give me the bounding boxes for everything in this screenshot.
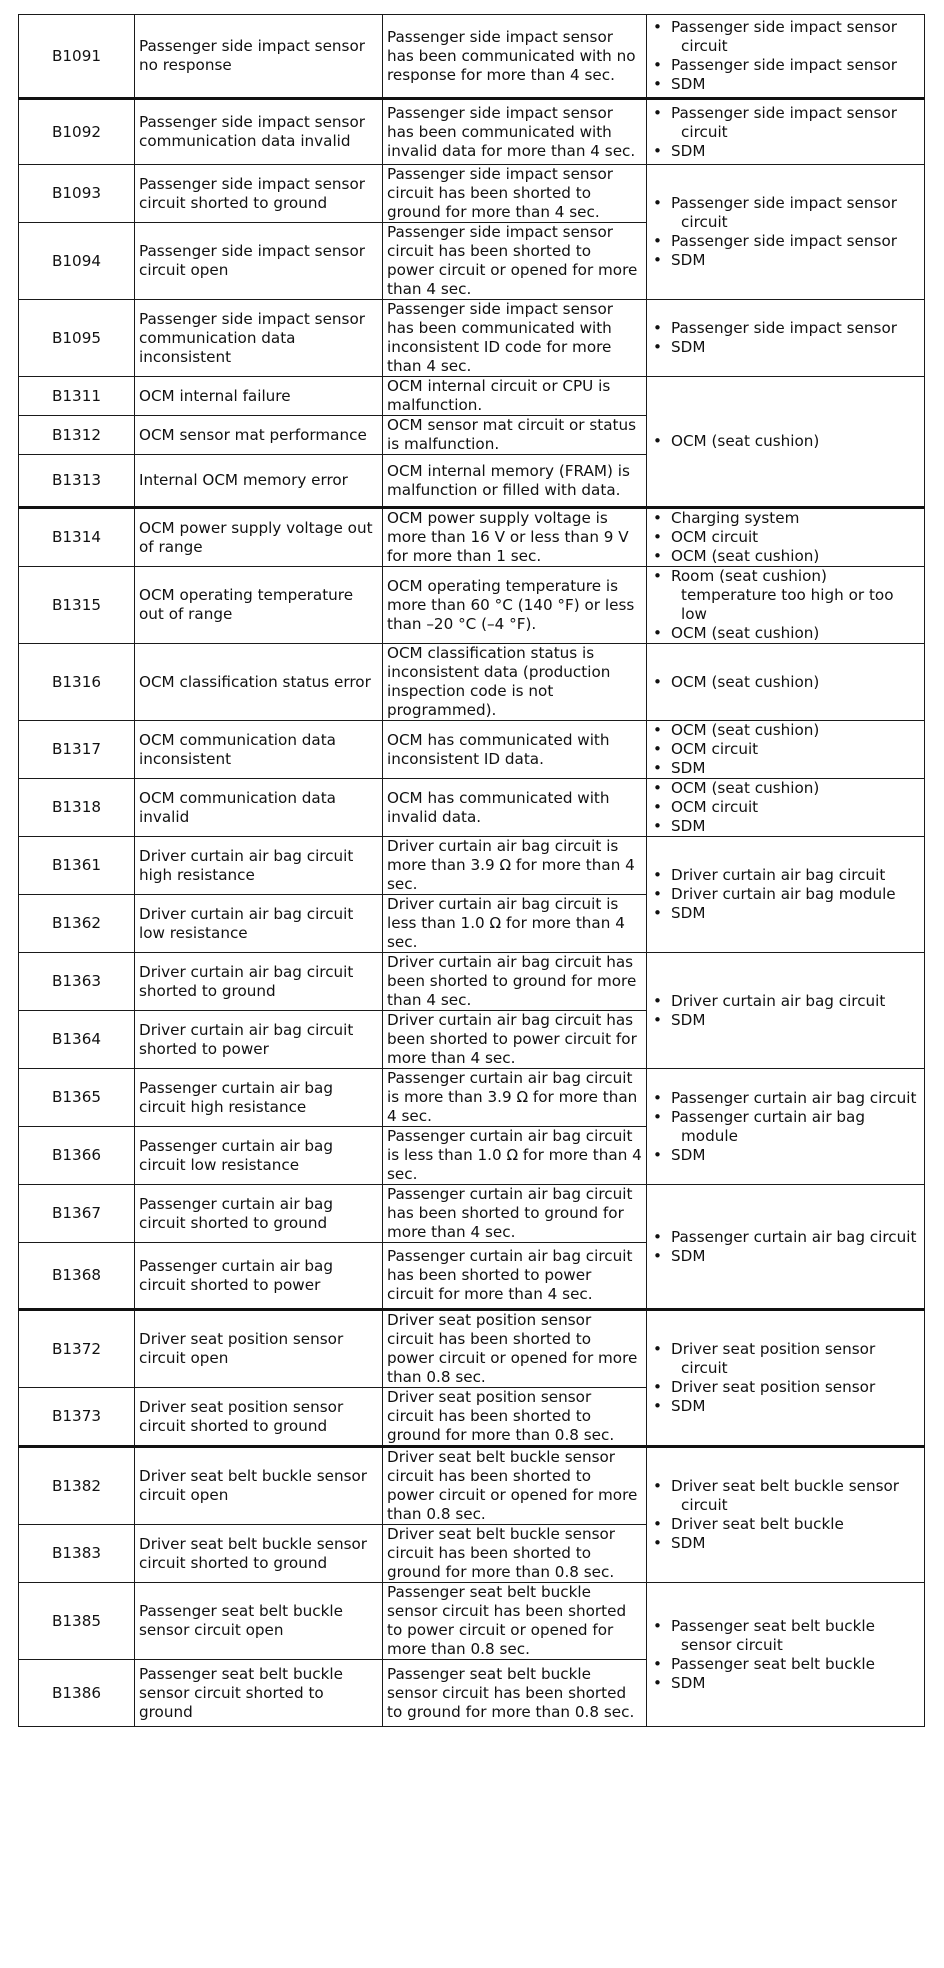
cause-text: SDM — [671, 338, 706, 356]
cause-text: OCM (seat cushion) — [671, 547, 820, 565]
dtc-code: B1313 — [19, 455, 135, 508]
list-item — [651, 1477, 920, 1515]
detecting-condition: OCM internal memory (FRAM) is malfunction or filled with data. — [383, 455, 647, 508]
bullet-icon: • — [653, 528, 662, 546]
detecting-condition: Driver seat belt buckle sensor circuit has been shorted to power circuit or opened for more than 0.8 sec. — [383, 1447, 647, 1525]
dtc-code: B1314 — [19, 508, 135, 567]
bullet-icon: • — [653, 1616, 662, 1635]
bullet-icon: • — [653, 1145, 662, 1164]
detecting-condition: Driver curtain air bag circuit is more than 3.9 Ω for more than 4 sec. — [383, 837, 647, 895]
detecting-condition: Driver curtain air bag circuit has been shorted to ground for more than 4 sec. — [383, 953, 647, 1011]
list-item — [651, 779, 920, 798]
detecting-condition: Passenger curtain air bag circuit has been shorted to power circuit for more than 4 sec. — [383, 1243, 647, 1310]
bullet-icon: • — [653, 1010, 662, 1029]
list-item — [651, 1534, 920, 1553]
cause-text: SDM — [671, 904, 706, 922]
dtc-name: Driver seat position sensor circuit open — [135, 1310, 383, 1388]
detecting-condition: Passenger side impact sensor has been communicated with invalid data for more than 4 sec. — [383, 99, 647, 165]
detecting-condition: OCM has communicated with inconsistent ID data. — [383, 721, 647, 779]
detecting-condition: Passenger side impact sensor has been communicated with inconsistent ID code for more than 4 sec. — [383, 300, 647, 377]
cause-list — [651, 1477, 920, 1553]
bullet-icon: • — [653, 567, 662, 585]
list-item — [651, 1247, 920, 1266]
list-item — [651, 18, 920, 56]
bullet-icon: • — [653, 232, 662, 250]
list-item — [651, 1674, 920, 1693]
list-item — [651, 194, 920, 232]
dtc-code: B1383 — [19, 1525, 135, 1583]
dtc-name: Passenger side impact sensor no response — [135, 15, 383, 99]
cause-text: OCM (seat cushion) — [671, 721, 820, 739]
table-row — [19, 377, 925, 416]
cause-text: OCM circuit — [671, 798, 759, 816]
list-item — [651, 740, 920, 759]
table-row — [19, 779, 925, 837]
dtc-code: B1385 — [19, 1583, 135, 1660]
cause-text: Passenger side impact sensor circuit — [671, 103, 898, 141]
detecting-condition: Passenger seat belt buckle sensor circuit has been shorted to ground for more than 0.8 sec. — [383, 1660, 647, 1727]
trouble-area — [647, 837, 925, 953]
cause-list — [651, 104, 920, 161]
dtc-code: B1315 — [19, 567, 135, 644]
cause-text: OCM (seat cushion) — [671, 672, 820, 691]
list-item — [651, 1515, 920, 1534]
bullet-icon: • — [653, 1515, 662, 1533]
cause-list — [651, 866, 920, 923]
list-item — [651, 1228, 920, 1247]
list-item — [651, 1011, 920, 1030]
cause-text: Driver curtain air bag circuit — [671, 991, 886, 1010]
dtc-name: Driver curtain air bag circuit low resistance — [135, 895, 383, 953]
list-item — [651, 75, 920, 94]
cause-list — [651, 1617, 920, 1693]
table-row — [19, 300, 925, 377]
dtc-code: B1318 — [19, 779, 135, 837]
table-row — [19, 953, 925, 1011]
trouble-area — [647, 1185, 925, 1310]
cause-list — [651, 673, 920, 692]
detecting-condition: OCM operating temperature is more than 60 °C (140 °F) or less than –20 °C (–4 °F). — [383, 567, 647, 644]
list-item — [651, 624, 920, 643]
detecting-condition: Driver seat belt buckle sensor circuit has been shorted to ground for more than 0.8 sec. — [383, 1525, 647, 1583]
dtc-name: OCM communication data inconsistent — [135, 721, 383, 779]
cause-text: SDM — [671, 75, 706, 93]
bullet-icon: • — [653, 251, 662, 269]
dtc-name: Driver curtain air bag circuit high resistance — [135, 837, 383, 895]
list-item — [651, 251, 920, 270]
dtc-name: Passenger side impact sensor communication data invalid — [135, 99, 383, 165]
cause-list — [651, 194, 920, 270]
detecting-condition: OCM has communicated with invalid data. — [383, 779, 647, 837]
list-item — [651, 547, 920, 566]
bullet-icon: • — [653, 991, 662, 1010]
dtc-name: Passenger side impact sensor circuit shorted to ground — [135, 165, 383, 223]
cause-text: Passenger curtain air bag circuit — [671, 1088, 917, 1107]
dtc-name: OCM internal failure — [135, 377, 383, 416]
list-item — [651, 885, 920, 904]
detecting-condition: Passenger side impact sensor circuit has been shorted to ground for more than 4 sec. — [383, 165, 647, 223]
cause-list — [651, 992, 920, 1030]
cause-text: Driver seat position sensor circuit — [671, 1340, 876, 1377]
table-row — [19, 1310, 925, 1388]
dtc-name: Passenger side impact sensor communication data inconsistent — [135, 300, 383, 377]
list-item — [651, 1146, 920, 1165]
list-item — [651, 1108, 920, 1146]
detecting-condition: Passenger curtain air bag circuit is less than 1.0 Ω for more than 4 sec. — [383, 1127, 647, 1185]
cause-text: SDM — [671, 817, 706, 835]
cause-text: Passenger side impact sensor circuit — [671, 194, 898, 231]
cause-text: Passenger curtain air bag module — [671, 1107, 865, 1145]
trouble-area — [647, 377, 925, 508]
dtc-name: OCM power supply voltage out of range — [135, 508, 383, 567]
list-item — [651, 338, 920, 357]
bullet-icon: • — [653, 759, 662, 777]
trouble-area — [647, 721, 925, 779]
list-item — [651, 992, 920, 1011]
bullet-icon: • — [653, 779, 662, 797]
cause-list — [651, 509, 920, 566]
dtc-name: Passenger seat belt buckle sensor circuit shorted to ground — [135, 1660, 383, 1727]
cause-text: SDM — [671, 1397, 706, 1415]
bullet-icon: • — [653, 1246, 662, 1265]
dtc-code: B1093 — [19, 165, 135, 223]
cause-text: OCM (seat cushion) — [671, 779, 820, 797]
detecting-condition: Passenger seat belt buckle sensor circuit has been shorted to power circuit or opened for more than 0.8 sec. — [383, 1583, 647, 1660]
cause-list — [651, 18, 920, 94]
trouble-area — [647, 508, 925, 567]
table-row — [19, 567, 925, 644]
bullet-icon: • — [653, 338, 662, 356]
trouble-area — [647, 1447, 925, 1583]
detecting-condition: Driver curtain air bag circuit has been shorted to power circuit for more than 4 sec. — [383, 1011, 647, 1069]
bullet-icon: • — [653, 798, 662, 816]
trouble-area — [647, 779, 925, 837]
cause-text: OCM circuit — [671, 740, 759, 758]
dtc-name: OCM communication data invalid — [135, 779, 383, 837]
dtc-code: B1095 — [19, 300, 135, 377]
table-row — [19, 1447, 925, 1525]
dtc-code: B1382 — [19, 1447, 135, 1525]
dtc-code: B1312 — [19, 416, 135, 455]
cause-list — [651, 721, 920, 778]
detecting-condition: OCM power supply voltage is more than 16 V or less than 9 V for more than 1 sec. — [383, 508, 647, 567]
cause-text: Passenger seat belt buckle — [671, 1654, 875, 1673]
list-item — [651, 319, 920, 338]
trouble-area — [647, 953, 925, 1069]
bullet-icon: • — [653, 432, 662, 450]
list-item — [651, 1397, 920, 1416]
table-row — [19, 508, 925, 567]
cause-list — [651, 779, 920, 836]
list-item — [651, 1617, 920, 1655]
detecting-condition: Driver seat position sensor circuit has been shorted to power circuit or opened for more than 0.8 sec. — [383, 1310, 647, 1388]
dtc-code: B1361 — [19, 837, 135, 895]
list-item — [651, 432, 920, 451]
trouble-area — [647, 165, 925, 300]
bullet-icon: • — [653, 1088, 662, 1107]
cause-text: Driver seat position sensor — [671, 1378, 876, 1396]
cause-text: OCM (seat cushion) — [671, 624, 820, 642]
trouble-area — [647, 567, 925, 644]
cause-text: Room (seat cushion) temperature too high or too low — [671, 567, 894, 623]
dtc-code: B1363 — [19, 953, 135, 1011]
bullet-icon: • — [653, 672, 662, 691]
bullet-icon: • — [653, 1227, 662, 1246]
cause-text: OCM circuit — [671, 528, 759, 546]
bullet-icon: • — [653, 1340, 662, 1358]
bullet-icon: • — [653, 509, 662, 527]
cause-text: Passenger side impact sensor — [671, 319, 898, 337]
detecting-condition: Passenger curtain air bag circuit is more than 3.9 Ω for more than 4 sec. — [383, 1069, 647, 1127]
dtc-name: OCM operating temperature out of range — [135, 567, 383, 644]
bullet-icon: • — [653, 18, 662, 36]
dtc-code: B1317 — [19, 721, 135, 779]
dtc-name: Passenger curtain air bag circuit high resistance — [135, 1069, 383, 1127]
list-item — [651, 798, 920, 817]
dtc-code: B1372 — [19, 1310, 135, 1388]
trouble-area — [647, 99, 925, 165]
cause-text: SDM — [671, 1246, 706, 1265]
bullet-icon: • — [653, 141, 662, 160]
cause-text: Passenger side impact sensor circuit — [671, 18, 898, 55]
dtc-name: Passenger curtain air bag circuit shorted to power — [135, 1243, 383, 1310]
list-item — [651, 104, 920, 142]
detecting-condition: Passenger side impact sensor has been communicated with no response for more than 4 sec. — [383, 15, 647, 99]
trouble-area — [647, 1583, 925, 1727]
cause-text: Passenger seat belt buckle sensor circuit — [671, 1616, 875, 1654]
dtc-code: B1386 — [19, 1660, 135, 1727]
table-row — [19, 1185, 925, 1243]
dtc-name: Passenger seat belt buckle sensor circuit open — [135, 1583, 383, 1660]
dtc-name: OCM sensor mat performance — [135, 416, 383, 455]
list-item — [651, 721, 920, 740]
cause-text: SDM — [671, 1673, 706, 1692]
bullet-icon: • — [653, 817, 662, 835]
bullet-icon: • — [653, 1534, 662, 1552]
cause-text: SDM — [671, 251, 706, 269]
bullet-icon: • — [653, 319, 662, 337]
dtc-code: B1311 — [19, 377, 135, 416]
list-item — [651, 509, 920, 528]
list-item — [651, 567, 920, 624]
detecting-condition: Driver curtain air bag circuit is less than 1.0 Ω for more than 4 sec. — [383, 895, 647, 953]
table-row — [19, 99, 925, 165]
table-row — [19, 837, 925, 895]
detecting-condition: OCM sensor mat circuit or status is malfunction. — [383, 416, 647, 455]
list-item — [651, 528, 920, 547]
bullet-icon: • — [653, 904, 662, 922]
cause-text: Driver curtain air bag module — [671, 885, 896, 903]
bullet-icon: • — [653, 1477, 662, 1495]
list-item — [651, 1655, 920, 1674]
detecting-condition: OCM classification status is inconsistent data (production inspection code is not programmed). — [383, 644, 647, 721]
cause-list — [651, 567, 920, 643]
dtc-table-body — [19, 15, 925, 1727]
list-item — [651, 1378, 920, 1397]
list-item — [651, 673, 920, 692]
dtc-name: OCM classification status error — [135, 644, 383, 721]
cause-list — [651, 432, 920, 451]
dtc-code: B1368 — [19, 1243, 135, 1310]
bullet-icon: • — [653, 1107, 662, 1126]
dtc-code: B1362 — [19, 895, 135, 953]
dtc-code: B1364 — [19, 1011, 135, 1069]
table-row — [19, 165, 925, 223]
bullet-icon: • — [653, 103, 662, 122]
detecting-condition: Passenger side impact sensor circuit has been shorted to power circuit or opened for more than 4 sec. — [383, 223, 647, 300]
dtc-name: Driver seat belt buckle sensor circuit open — [135, 1447, 383, 1525]
bullet-icon: • — [653, 885, 662, 903]
cause-text: SDM — [671, 1010, 706, 1029]
dtc-code: B1367 — [19, 1185, 135, 1243]
bullet-icon: • — [653, 866, 662, 884]
cause-list — [651, 319, 920, 357]
bullet-icon: • — [653, 547, 662, 565]
cause-text: Charging system — [671, 509, 800, 527]
table-row — [19, 721, 925, 779]
dtc-code: B1091 — [19, 15, 135, 99]
dtc-code: B1373 — [19, 1388, 135, 1447]
dtc-name: Driver seat position sensor circuit shorted to ground — [135, 1388, 383, 1447]
cause-text: Passenger side impact sensor — [671, 232, 898, 250]
dtc-table — [18, 14, 925, 1727]
cause-list — [651, 1228, 920, 1266]
trouble-area — [647, 1069, 925, 1185]
dtc-name: Driver seat belt buckle sensor circuit shorted to ground — [135, 1525, 383, 1583]
dtc-code: B1365 — [19, 1069, 135, 1127]
list-item — [651, 232, 920, 251]
dtc-code: B1366 — [19, 1127, 135, 1185]
bullet-icon: • — [653, 1654, 662, 1673]
dtc-name: Passenger side impact sensor circuit open — [135, 223, 383, 300]
bullet-icon: • — [653, 194, 662, 212]
table-row — [19, 15, 925, 99]
dtc-code: B1092 — [19, 99, 135, 165]
cause-text: SDM — [671, 1534, 706, 1552]
table-row — [19, 1069, 925, 1127]
cause-list — [651, 1089, 920, 1165]
cause-text: Passenger curtain air bag circuit — [671, 1227, 917, 1246]
trouble-area — [647, 644, 925, 721]
dtc-name: Passenger curtain air bag circuit shorted to ground — [135, 1185, 383, 1243]
cause-text: SDM — [671, 759, 706, 777]
cause-text: SDM — [671, 1145, 706, 1164]
trouble-area — [647, 1310, 925, 1447]
cause-text: Driver curtain air bag circuit — [671, 866, 886, 884]
bullet-icon: • — [653, 740, 662, 758]
bullet-icon: • — [653, 75, 662, 93]
cause-text: Passenger side impact sensor — [671, 56, 898, 74]
dtc-name: Driver curtain air bag circuit shorted to ground — [135, 953, 383, 1011]
list-item — [651, 56, 920, 75]
list-item — [651, 1340, 920, 1378]
cause-text: Driver seat belt buckle sensor circuit — [671, 1477, 900, 1514]
bullet-icon: • — [653, 624, 662, 642]
cause-list — [651, 1340, 920, 1416]
trouble-area — [647, 15, 925, 99]
dtc-name: Driver curtain air bag circuit shorted to power — [135, 1011, 383, 1069]
bullet-icon: • — [653, 56, 662, 74]
bullet-icon: • — [653, 1397, 662, 1415]
cause-text: SDM — [671, 141, 706, 160]
bullet-icon: • — [653, 1673, 662, 1692]
cause-text: OCM (seat cushion) — [671, 432, 820, 450]
detecting-condition: Passenger curtain air bag circuit has been shorted to ground for more than 4 sec. — [383, 1185, 647, 1243]
list-item — [651, 142, 920, 161]
trouble-area — [647, 300, 925, 377]
cause-text: Driver seat belt buckle — [671, 1515, 844, 1533]
bullet-icon: • — [653, 1378, 662, 1396]
detecting-condition: Driver seat position sensor circuit has been shorted to ground for more than 0.8 sec. — [383, 1388, 647, 1447]
list-item — [651, 759, 920, 778]
list-item — [651, 1089, 920, 1108]
list-item — [651, 866, 920, 885]
list-item — [651, 817, 920, 836]
table-row — [19, 644, 925, 721]
detecting-condition: OCM internal circuit or CPU is malfunction. — [383, 377, 647, 416]
bullet-icon: • — [653, 721, 662, 739]
dtc-name: Internal OCM memory error — [135, 455, 383, 508]
dtc-code: B1094 — [19, 223, 135, 300]
table-row — [19, 1583, 925, 1660]
dtc-name: Passenger curtain air bag circuit low resistance — [135, 1127, 383, 1185]
list-item — [651, 904, 920, 923]
dtc-code: B1316 — [19, 644, 135, 721]
